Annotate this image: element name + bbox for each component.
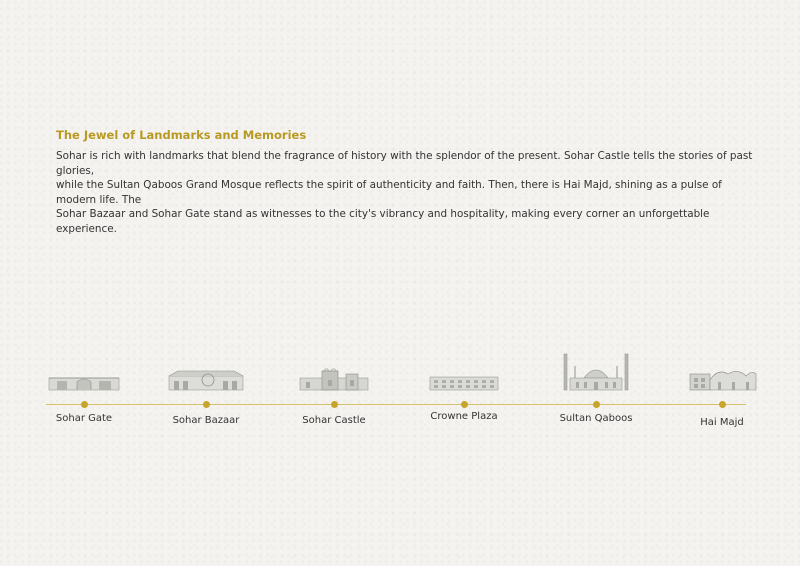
timeline-dot bbox=[593, 401, 600, 408]
landmark-label: Hai Majd bbox=[700, 417, 744, 428]
body-line: Sohar Bazaar and Sohar Gate stand as witnesses to the city's vibrancy and hospitality, making every corner an unforgettable experience. bbox=[56, 208, 710, 235]
timeline-dot bbox=[331, 401, 338, 408]
timeline-line bbox=[46, 404, 746, 405]
timeline-dot bbox=[461, 401, 468, 408]
body-line: while the Sultan Qaboos Grand Mosque reflects the spirit of authenticity and faith. Then, there is Hai Majd, shining as a pulse of modern life. The bbox=[56, 179, 722, 206]
crowne-plaza-sketch-icon bbox=[428, 372, 500, 392]
sohar-gate-sketch-icon bbox=[47, 372, 121, 392]
sultan-qaboos-mosque-sketch-icon bbox=[560, 352, 632, 392]
sohar-bazaar-sketch-icon bbox=[168, 368, 244, 392]
landmark-label: Sohar Castle bbox=[302, 415, 366, 426]
hai-majd-sketch-icon bbox=[688, 366, 758, 392]
landmark-label: Sohar Bazaar bbox=[172, 415, 240, 426]
body-line: Sohar is rich with landmarks that blend the fragrance of history with the splendor of the present. Sohar Castle tells the stories of past glories, bbox=[56, 150, 753, 177]
landmark-label: Crowne Plaza bbox=[430, 411, 498, 422]
timeline-dot bbox=[203, 401, 210, 408]
section-title: The Jewel of Landmarks and Memories bbox=[56, 128, 307, 142]
timeline-dot bbox=[719, 401, 726, 408]
landmark-label: Sohar Gate bbox=[55, 413, 113, 424]
timeline-dot bbox=[81, 401, 88, 408]
sohar-castle-sketch-icon bbox=[298, 368, 370, 392]
landmark-label: Sultan Qaboos bbox=[559, 413, 633, 424]
